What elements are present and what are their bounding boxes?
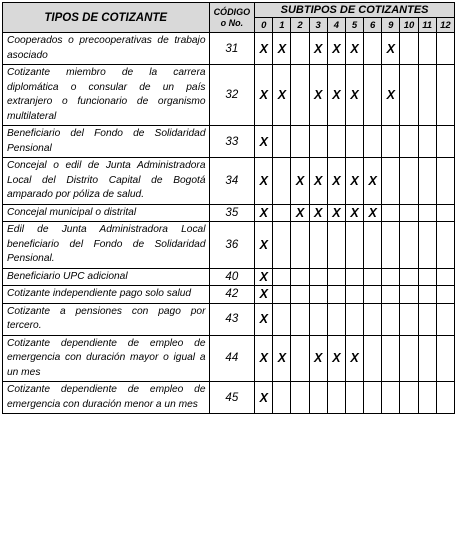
cotizante-type-cell: Cotizante independiente pago solo salud: [3, 286, 210, 304]
cotizantes-table: [2, 2, 455, 414]
codigo-cell: 35: [209, 204, 255, 222]
subtipo-mark-cell: [364, 33, 382, 65]
cotizante-type-cell: Cotizante dependiente de empleo de emergencia con duración menor a un mes: [3, 382, 210, 414]
subtipo-col-header: 4: [327, 18, 345, 33]
table-row: [3, 65, 455, 126]
subtipo-mark-cell: [273, 126, 291, 158]
subtipo-mark-cell: [273, 204, 291, 222]
subtipo-mark-cell: [345, 268, 363, 286]
subtipo-mark-cell: X: [327, 65, 345, 126]
table-row: [3, 126, 455, 158]
subtipo-mark-cell: X: [255, 126, 273, 158]
codigo-cell: 34: [209, 158, 255, 205]
subtipo-col-header: 10: [400, 18, 418, 33]
subtipo-mark-cell: [364, 286, 382, 304]
subtipo-mark-cell: [436, 268, 454, 286]
subtipo-mark-cell: X: [327, 33, 345, 65]
subtipo-mark-cell: [291, 222, 309, 269]
cotizante-type-cell: Cotizante dependiente de empleo de emergencia con duración mayor o igual a un mes: [3, 335, 210, 382]
subtipo-mark-cell: [436, 335, 454, 382]
cotizante-type-cell: Edil de Junta Administradora Local beneficiario del Fondo de Solidaridad Pensional.: [3, 222, 210, 269]
subtipo-mark-cell: [309, 126, 327, 158]
subtipo-mark-cell: X: [345, 158, 363, 205]
subtipo-mark-cell: [345, 222, 363, 269]
subtipo-mark-cell: [400, 126, 418, 158]
subtipo-mark-cell: X: [291, 204, 309, 222]
subtipo-col-header: 0: [255, 18, 273, 33]
subtipo-col-header: 2: [291, 18, 309, 33]
subtipo-mark-cell: X: [255, 335, 273, 382]
subtipo-mark-cell: [436, 65, 454, 126]
subtipos-header: SUBTIPOS DE COTIZANTES: [255, 3, 455, 18]
subtipo-mark-cell: [382, 382, 400, 414]
subtipo-col-header: 1: [273, 18, 291, 33]
subtipo-mark-cell: [291, 335, 309, 382]
subtipo-mark-cell: X: [345, 335, 363, 382]
subtipo-mark-cell: [364, 335, 382, 382]
subtipo-mark-cell: [436, 303, 454, 335]
subtipo-mark-cell: [309, 286, 327, 304]
subtipo-mark-cell: [418, 335, 436, 382]
subtipo-mark-cell: [309, 303, 327, 335]
subtipo-mark-cell: X: [309, 158, 327, 205]
subtipo-mark-cell: X: [255, 303, 273, 335]
subtipo-mark-cell: [327, 268, 345, 286]
table-row: [3, 33, 455, 65]
codigo-cell: 45: [209, 382, 255, 414]
subtipo-mark-cell: [400, 268, 418, 286]
subtipo-mark-cell: [364, 382, 382, 414]
subtipo-mark-cell: [418, 33, 436, 65]
subtipo-mark-cell: [364, 65, 382, 126]
subtipo-mark-cell: [364, 268, 382, 286]
subtipo-mark-cell: [364, 303, 382, 335]
subtipo-mark-cell: [327, 222, 345, 269]
subtipo-mark-cell: [400, 204, 418, 222]
subtipo-mark-cell: [309, 268, 327, 286]
subtipo-mark-cell: [382, 268, 400, 286]
subtipo-mark-cell: [436, 222, 454, 269]
subtipo-mark-cell: X: [255, 382, 273, 414]
cotizante-type-cell: Cotizante a pensiones con pago por tercero.: [3, 303, 210, 335]
subtipo-mark-cell: [345, 303, 363, 335]
table-row: [3, 382, 455, 414]
subtipo-mark-cell: [382, 222, 400, 269]
subtipo-mark-cell: [291, 65, 309, 126]
subtipo-mark-cell: [327, 303, 345, 335]
cotizante-type-cell: Cotizante miembro de la carrera diplomática o consular de un país extranjero o funcionario de organismo multilateral: [3, 65, 210, 126]
subtipo-mark-cell: [382, 158, 400, 205]
subtipo-mark-cell: X: [309, 204, 327, 222]
subtipo-mark-cell: [273, 303, 291, 335]
subtipo-col-header: 9: [382, 18, 400, 33]
subtipo-mark-cell: X: [255, 286, 273, 304]
subtipo-mark-cell: [400, 303, 418, 335]
subtipo-mark-cell: [291, 126, 309, 158]
subtipo-mark-cell: [382, 204, 400, 222]
subtipo-mark-cell: [400, 222, 418, 269]
subtipo-mark-cell: X: [364, 204, 382, 222]
codigo-header-line1: CÓDIGO: [213, 6, 251, 17]
subtipo-mark-cell: [418, 268, 436, 286]
subtipo-mark-cell: [309, 382, 327, 414]
codigo-cell: 31: [209, 33, 255, 65]
subtipo-col-header: 6: [364, 18, 382, 33]
cotizante-type-cell: Beneficiario del Fondo de Solidaridad Pensional: [3, 126, 210, 158]
subtipo-mark-cell: X: [255, 204, 273, 222]
codigo-cell: 33: [209, 126, 255, 158]
table-body: [3, 33, 455, 414]
subtipo-mark-cell: [436, 382, 454, 414]
subtipo-mark-cell: X: [273, 335, 291, 382]
subtipo-mark-cell: [418, 222, 436, 269]
subtipo-mark-cell: [418, 204, 436, 222]
cotizante-type-cell: Concejal o edil de Junta Administradora Local del Distrito Capital de Bogotá amparado por póliza de salud.: [3, 158, 210, 205]
codigo-cell: 32: [209, 65, 255, 126]
codigo-cell: 42: [209, 286, 255, 304]
codigo-cell: 43: [209, 303, 255, 335]
subtipo-mark-cell: [273, 286, 291, 304]
subtipo-mark-cell: X: [291, 158, 309, 205]
subtipo-mark-cell: [364, 126, 382, 158]
table-row: [3, 158, 455, 205]
cotizante-type-cell: Cooperados o precooperativas de trabajo asociado: [3, 33, 210, 65]
subtipo-col-header: 3: [309, 18, 327, 33]
subtipo-mark-cell: [345, 286, 363, 304]
subtipo-mark-cell: X: [364, 158, 382, 205]
subtipo-mark-cell: [418, 158, 436, 205]
subtipo-mark-cell: X: [382, 65, 400, 126]
subtipo-mark-cell: [327, 382, 345, 414]
table-row: [3, 286, 455, 304]
subtipo-mark-cell: [418, 303, 436, 335]
subtipo-mark-cell: X: [345, 204, 363, 222]
subtipo-mark-cell: [291, 303, 309, 335]
subtipo-mark-cell: [382, 126, 400, 158]
subtipo-mark-cell: [400, 382, 418, 414]
subtipo-mark-cell: [436, 204, 454, 222]
codigo-cell: 36: [209, 222, 255, 269]
subtipo-mark-cell: [382, 286, 400, 304]
subtipo-mark-cell: [382, 303, 400, 335]
codigo-cell: 44: [209, 335, 255, 382]
subtipo-mark-cell: [273, 222, 291, 269]
subtipo-mark-cell: [364, 222, 382, 269]
codigo-header-line2: o No.: [220, 17, 244, 28]
subtipo-mark-cell: X: [273, 65, 291, 126]
cotizante-type-cell: Beneficiario UPC adicional: [3, 268, 210, 286]
subtipo-mark-cell: [400, 65, 418, 126]
subtipo-col-header: 11: [418, 18, 436, 33]
subtipo-mark-cell: [418, 286, 436, 304]
subtipo-mark-cell: [400, 286, 418, 304]
subtipo-mark-cell: [273, 268, 291, 286]
table-row: [3, 303, 455, 335]
subtipo-mark-cell: [400, 158, 418, 205]
subtipo-mark-cell: [436, 33, 454, 65]
subtipo-mark-cell: X: [327, 158, 345, 205]
subtipo-mark-cell: [291, 382, 309, 414]
subtipo-mark-cell: [400, 33, 418, 65]
subtipo-col-header: 12: [436, 18, 454, 33]
subtipo-mark-cell: X: [345, 33, 363, 65]
tipos-header: TIPOS DE COTIZANTE: [3, 3, 210, 33]
table-row: [3, 204, 455, 222]
codigo-header: [209, 3, 255, 33]
subtipo-mark-cell: [291, 286, 309, 304]
subtipo-mark-cell: X: [255, 65, 273, 126]
subtipo-mark-cell: [345, 126, 363, 158]
subtipo-mark-cell: [327, 126, 345, 158]
table-header: [3, 3, 455, 33]
subtipo-mark-cell: X: [327, 204, 345, 222]
subtipo-mark-cell: [436, 158, 454, 205]
table-row: [3, 335, 455, 382]
subtipo-mark-cell: X: [255, 158, 273, 205]
subtipo-mark-cell: [418, 126, 436, 158]
subtipo-mark-cell: X: [345, 65, 363, 126]
table-row: [3, 222, 455, 269]
subtipo-mark-cell: X: [273, 33, 291, 65]
cotizante-type-cell: Concejal municipal o distrital: [3, 204, 210, 222]
subtipo-mark-cell: [436, 126, 454, 158]
subtipo-mark-cell: [273, 382, 291, 414]
subtipo-mark-cell: [273, 158, 291, 205]
subtipo-mark-cell: [400, 335, 418, 382]
subtipo-mark-cell: X: [255, 268, 273, 286]
subtipo-mark-cell: X: [309, 335, 327, 382]
subtipo-mark-cell: X: [382, 33, 400, 65]
subtipo-mark-cell: [291, 33, 309, 65]
subtipo-mark-cell: [345, 382, 363, 414]
subtipo-mark-cell: [418, 65, 436, 126]
subtipo-mark-cell: [309, 222, 327, 269]
subtipo-mark-cell: X: [327, 335, 345, 382]
subtipo-mark-cell: X: [255, 222, 273, 269]
subtipo-mark-cell: [382, 335, 400, 382]
cotizantes-table-container: [2, 2, 455, 414]
table-row: [3, 268, 455, 286]
subtipo-mark-cell: X: [309, 65, 327, 126]
codigo-cell: 40: [209, 268, 255, 286]
subtipo-mark-cell: [291, 268, 309, 286]
subtipo-col-header: 5: [345, 18, 363, 33]
subtipo-mark-cell: X: [309, 33, 327, 65]
subtipo-mark-cell: [436, 286, 454, 304]
subtipo-mark-cell: [418, 382, 436, 414]
subtipo-mark-cell: X: [255, 33, 273, 65]
subtipo-mark-cell: [327, 286, 345, 304]
